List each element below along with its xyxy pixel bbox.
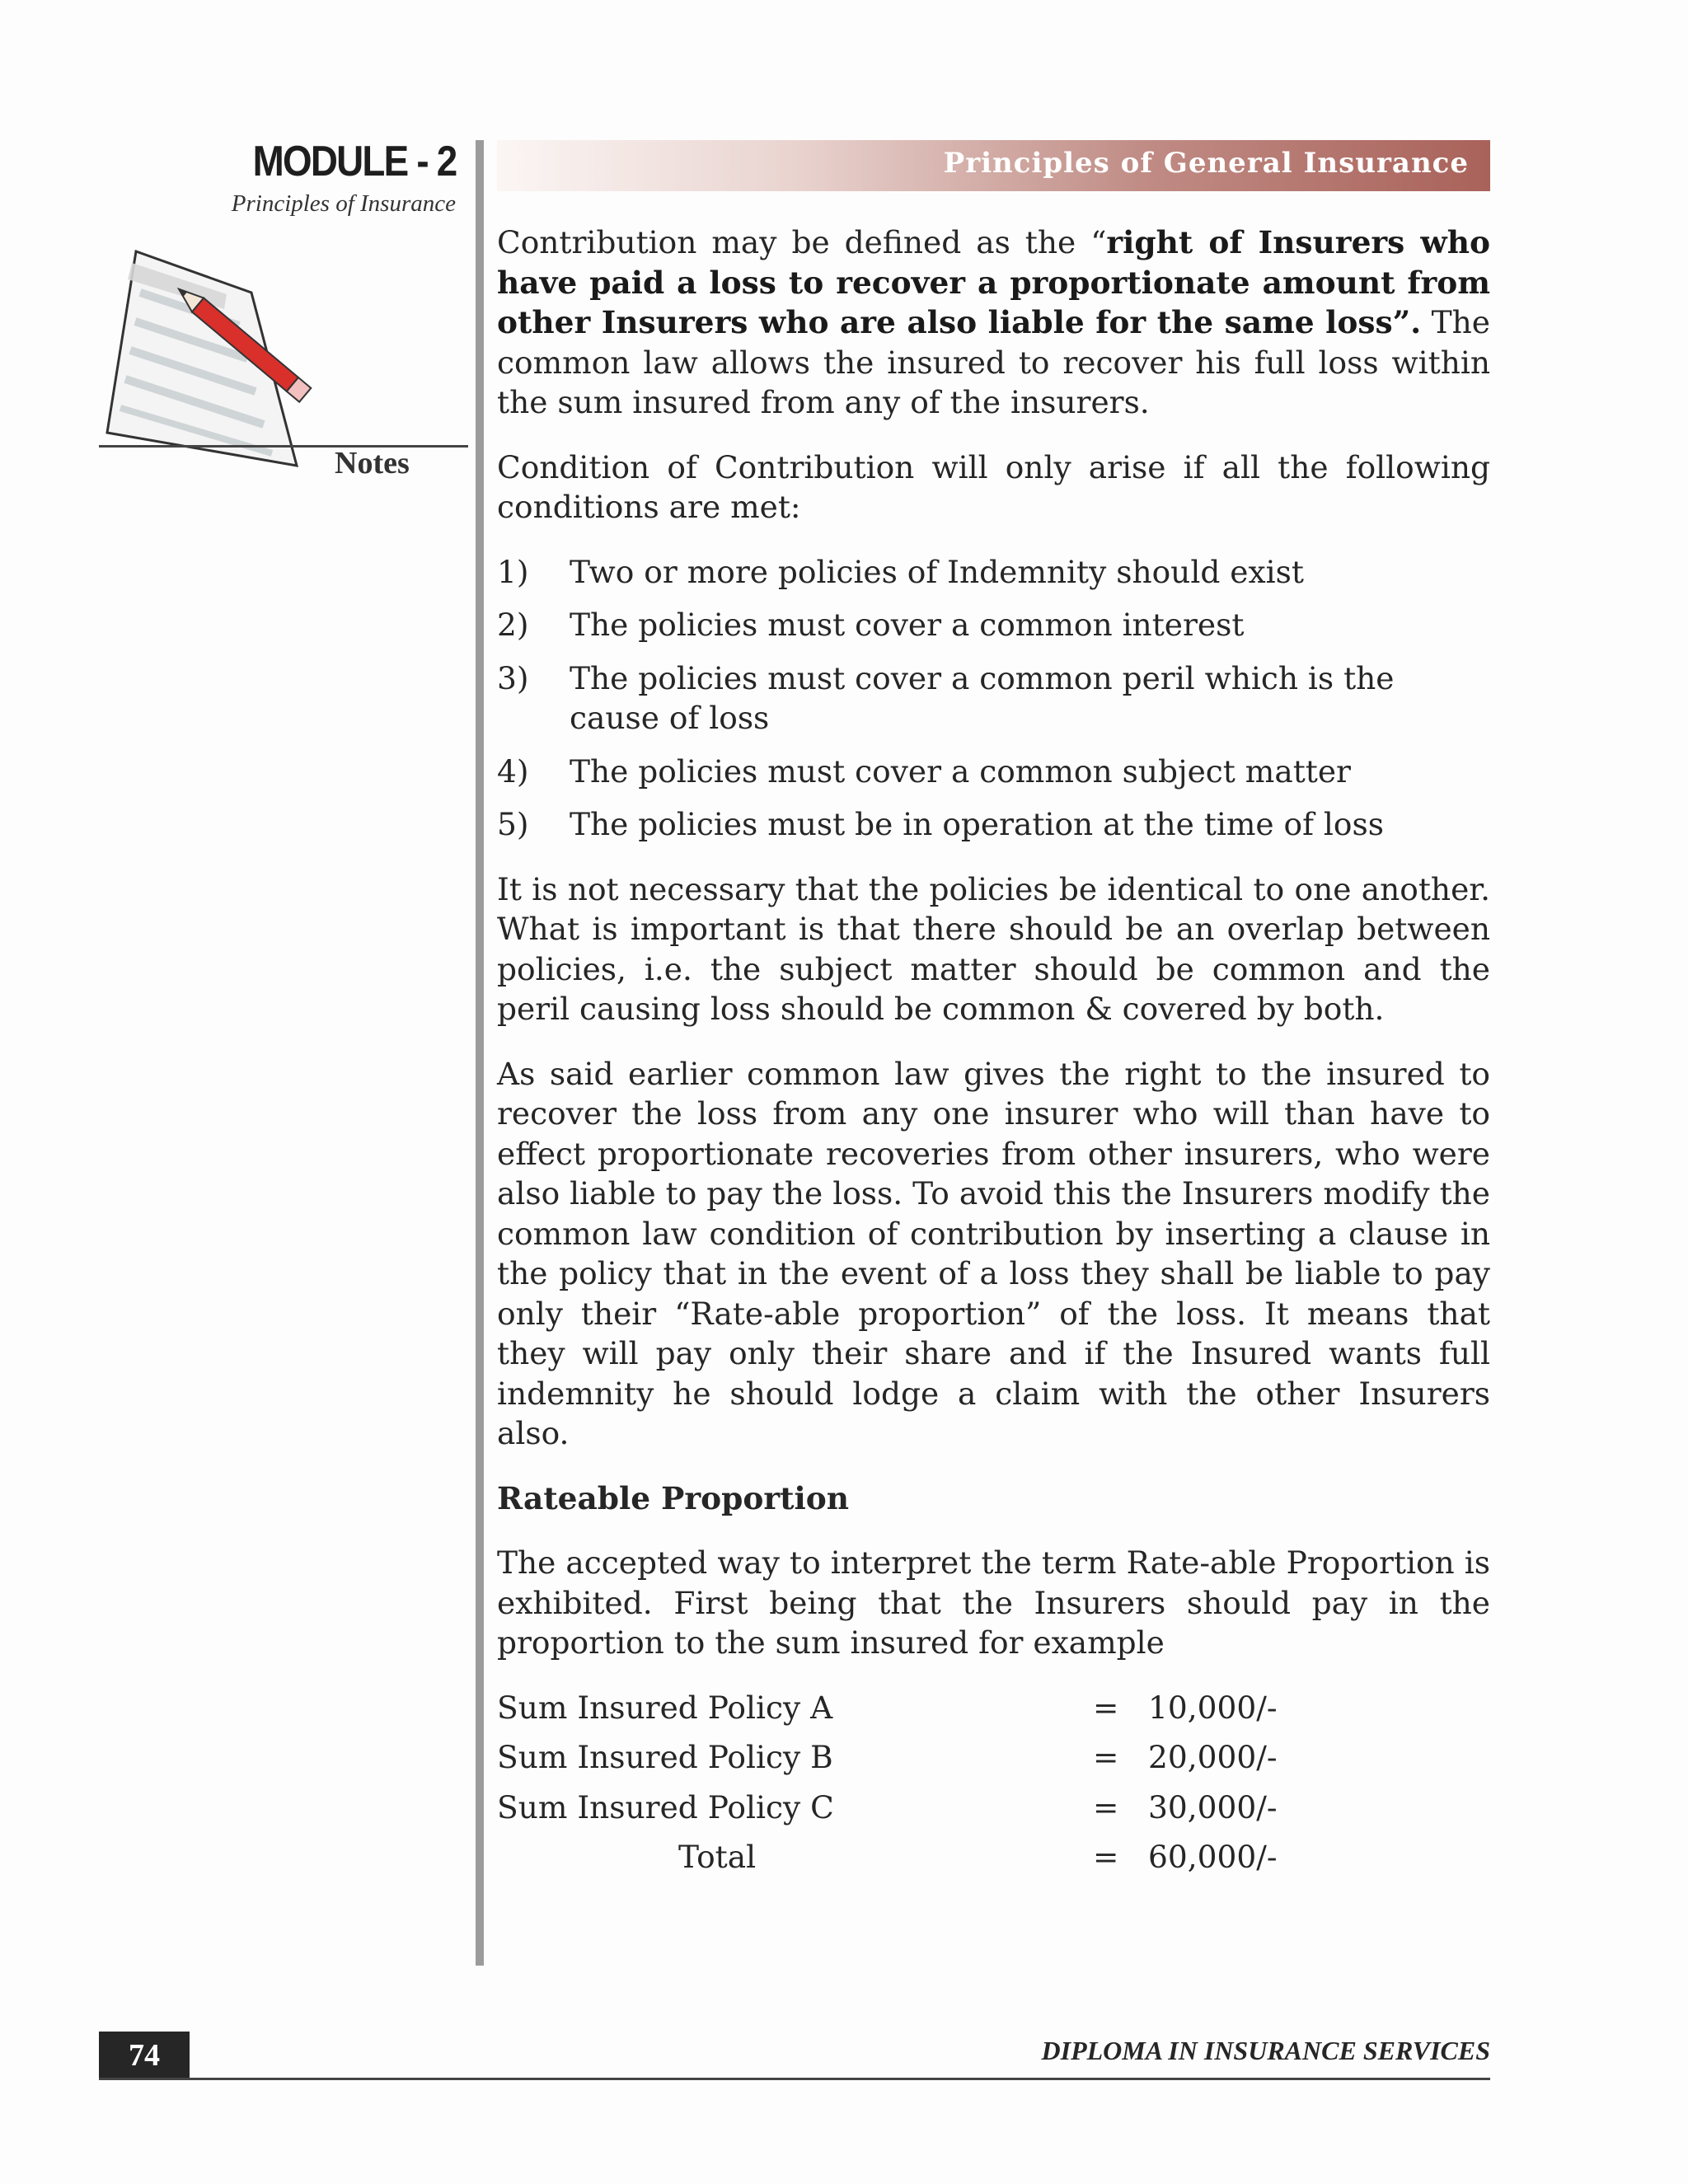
sum-insured-table (497, 1688, 1278, 1887)
list-number: 1) (497, 553, 529, 590)
paragraph-definition (497, 223, 1490, 423)
list-item (497, 658, 1490, 738)
table-row-total (497, 1837, 1278, 1887)
conditions-list (497, 552, 1490, 845)
table-value: 10,000/- (1148, 1689, 1278, 1726)
paragraph-conditions-intro: Condition of Contribution will only arise if all the following conditions are met: (497, 448, 1490, 525)
table-equals: = (1093, 1788, 1119, 1825)
table-row (497, 1737, 1278, 1788)
module-heading (225, 137, 456, 218)
table-value: 60,000/- (1148, 1839, 1278, 1875)
list-text: Two or more policies of Indemnity should exist (570, 553, 1304, 590)
section-heading: Rateable Proportion (497, 1479, 849, 1516)
page-number: 74 (99, 2032, 190, 2079)
table-label: Total (678, 1839, 757, 1875)
definition-tail: The common law allows the insured to recover his full loss within the sum insured from any of the insurers. (497, 304, 1490, 420)
table-row (497, 1788, 1278, 1838)
list-item (497, 804, 1490, 845)
footer-title: DIPLOMA IN INSURANCE SERVICES (1041, 2036, 1490, 2065)
list-text: The policies must cover a common interest (570, 607, 1245, 643)
notes-rule (99, 445, 468, 448)
table-equals: = (1093, 1839, 1119, 1875)
table-label: Sum Insured Policy C (497, 1788, 834, 1825)
list-text: The policies must cover a common peril which is the cause of loss (570, 659, 1395, 736)
table-label: Sum Insured Policy A (497, 1689, 833, 1726)
definition-bold: right of Insurers who have paid a loss to recover a proportionate amount from other Insurers who are also liable for the same loss”. (497, 224, 1490, 340)
footer-rule (99, 2078, 1490, 2080)
table-equals: = (1093, 1689, 1119, 1726)
list-item (497, 605, 1490, 645)
list-number: 2) (497, 607, 529, 643)
list-number: 3) (497, 659, 529, 696)
definition-lead: Contribution may be defined as the “ (497, 224, 1107, 260)
paragraph-common-law: As said earlier common law gives the right to the insured to recover the loss from any one insurer who will than have to effect proportionate recoveries from other insurers, who were also liable to pay the loss. To avoid this the Insurers modify the common law condition of contribution by inserting a clause in the policy that in the event of a loss they shall be liable to pay only their “Rate-able proportion” of the loss. It means that they will pay only their share and if the Insured wants full indemnity he should lodge a claim with the other Insurers also. (497, 1055, 1490, 1451)
paragraph-rateable: The accepted way to interpret the term Rate-able Proportion is exhibited. First being that the Insurers should pay in the proportion to the sum insured for example (497, 1544, 1490, 1661)
table-value: 20,000/- (1148, 1739, 1278, 1775)
table-row (497, 1688, 1278, 1738)
notes-label: Notes (335, 446, 410, 480)
list-number: 4) (497, 752, 529, 790)
sidebar-divider (476, 140, 484, 1966)
chapter-title: Principles of General Insurance (943, 147, 1469, 180)
chapter-header-bar (497, 140, 1490, 191)
list-text: The policies must cover a common subject matter (570, 752, 1351, 790)
table-value: 30,000/- (1148, 1788, 1278, 1825)
paragraph-overlap: It is not necessary that the policies be identical to one another. What is important is that there should be an overlap between policies, i.e. the subject matter should be common and the peril causing loss should be common & covered by both. (497, 870, 1490, 1027)
module-title: MODULE - 2 (252, 138, 456, 185)
list-item (497, 752, 1490, 792)
list-item (497, 552, 1490, 593)
list-number: 5) (497, 806, 529, 842)
table-label: Sum Insured Policy B (497, 1739, 833, 1775)
list-text: The policies must be in operation at the time of loss (570, 806, 1384, 842)
module-subtitle: Principles of Insurance (231, 190, 456, 217)
table-equals: = (1093, 1739, 1119, 1775)
main-content (497, 223, 1490, 1887)
